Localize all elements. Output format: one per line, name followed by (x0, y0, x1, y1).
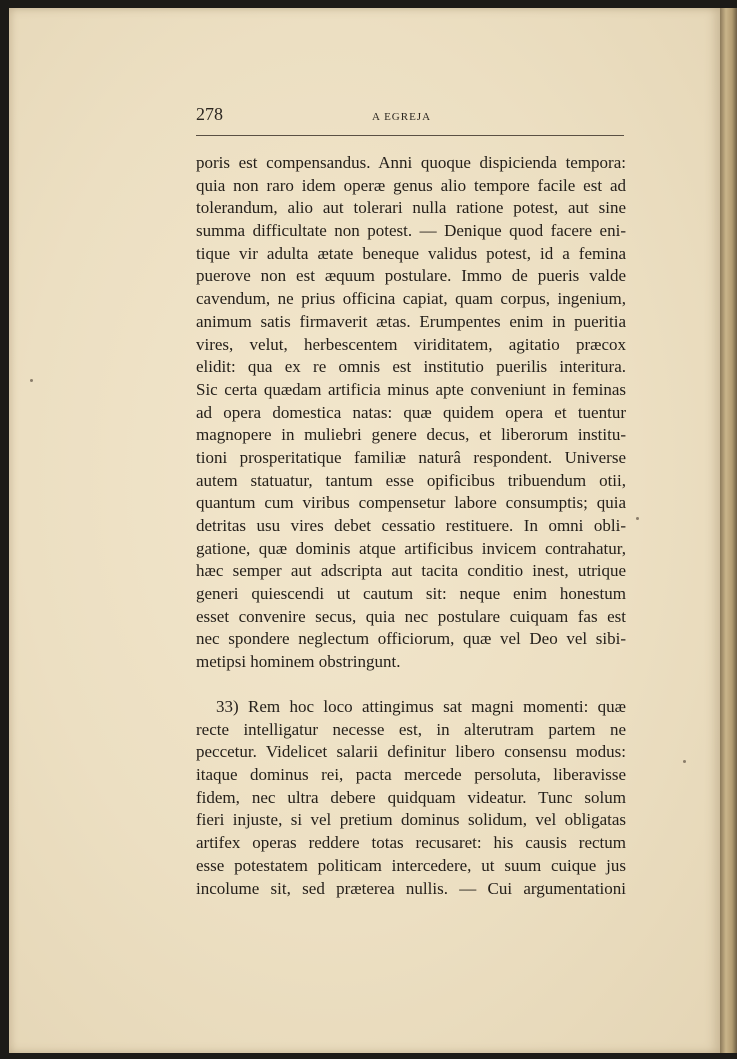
text-line: quia non raro idem operæ genus alio tempore facile est ad (196, 175, 626, 195)
text-line: itaque dominus rei, pacta mercede persoluta, liberavisse (196, 765, 626, 785)
text-line: poris est compensandus. Anni quoque dispicienda tempora: (196, 153, 626, 172)
text-line: puerove non est æquum postulare. Immo de pueris valde (196, 266, 626, 286)
page-number: 278 (196, 104, 223, 124)
text-line: gatione, quæ dominis atque artificibus invicem contrahatur, (196, 538, 626, 558)
text-line: 33) Rem hoc loco attingimus sat magni momenti: quæ (216, 697, 626, 716)
text-line: incolume sit, sed præterea nullis. — Cui argumentationi (196, 878, 626, 898)
text-line: artifex operas reddere totas recusaret: his causis rectum (196, 833, 626, 853)
text-line: peccetur. Videlicet salarii definitur libero consensu modus: (196, 742, 626, 762)
paper-speck (636, 517, 639, 520)
running-head: A EGREJA (372, 111, 432, 123)
facing-page-edge (720, 8, 737, 1053)
header-rule (196, 135, 624, 136)
text-line: Sic certa quædam artificia minus apte conveniunt in feminas (196, 379, 626, 399)
text-line: autem statuatur, tantum esse opificibus tribuendum otii, (196, 470, 626, 490)
text-line: esse potestatem politicam intercedere, ut suum cuique jus (196, 855, 626, 875)
text-line: animum satis firmaverit ætas. Erumpentes enim in pueritia (196, 311, 626, 331)
text-line: ad opera domestica natas: quæ quidem opera et tuentur (196, 402, 626, 422)
text-line: summa difficultate non potest. — Denique quod facere eni- (196, 221, 626, 241)
paragraph-1 (196, 152, 626, 674)
text-line: tique vir adulta ætate beneque validus potest, id a femina (196, 243, 626, 263)
text-line: fidem, nec ultra debere quidquam videatur. Tunc solum (196, 787, 626, 807)
text-line: vires, velut, herbescentem viriditatem, agitatio præcox (196, 334, 626, 354)
text-line: tolerandum, alio aut tolerari nulla ratione potest, aut sine (196, 198, 626, 218)
text-line: cavendum, ne prius officina capiat, quam corpus, ingenium, (196, 289, 626, 309)
text-line: esset convenire secus, quia nec postulare cuiquam fas est (196, 606, 626, 626)
paragraph-2 (196, 696, 626, 900)
text-line: detritas usu vires debet cessatio restituere. In omni obli- (196, 516, 626, 535)
page-header (196, 104, 624, 134)
paper-speck (683, 760, 686, 763)
text-line: hæc semper aut adscripta aut tacita conditio inest, utrique (196, 561, 626, 581)
text-line: generi quiescendi ut cautum sit: neque enim honestum (196, 584, 626, 604)
text-line: fieri injuste, si vel pretium dominus solidum, vel obligatas (196, 810, 626, 830)
text-line: quantum cum viribus compensetur labore consumptis; quia (196, 493, 626, 513)
text-line: recte intelligatur necesse est, in alterutram partem ne (196, 719, 626, 739)
text-line: magnopere in muliebri genere decus, et liberorum institu- (196, 425, 626, 445)
text-line: nec spondere neglectum officiorum, quæ vel Deo vel sibi- (196, 629, 626, 649)
paper-speck (30, 379, 33, 382)
text-line: metipsi hominem obstringunt. (196, 652, 401, 672)
text-line: elidit: qua ex re omnis est institutio puerilis interitura. (196, 357, 626, 377)
text-line: tioni prosperitatique familiæ naturâ respondent. Universe (196, 447, 626, 467)
